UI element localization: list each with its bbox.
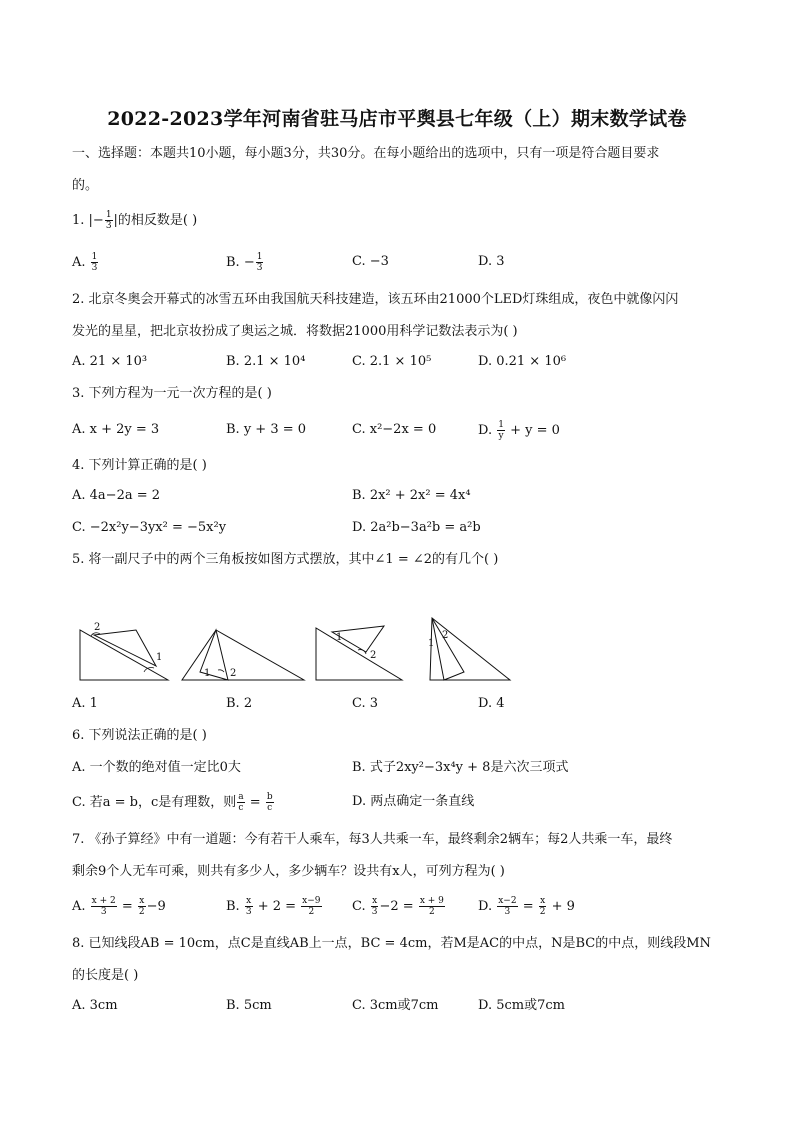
question-3-stem: 3. 下列方程为一元一次方程的是( )	[72, 386, 272, 401]
question-1-stem	[72, 210, 197, 231]
q5-fig-a-label-1: 1	[156, 652, 163, 663]
question-5-stem: 5. 将一副尺子中的两个三角板按如图方式摆放，其中∠1 = ∠2的有几个( )	[72, 552, 499, 567]
q5-figures	[72, 610, 552, 688]
q2-option-b: B. 2.1 × 10⁴	[226, 354, 306, 369]
question-7-line2: 剩余9个人无车可乘，则共有多少人，多少辆车？设共有x人，可列方程为( )	[72, 864, 505, 879]
q3-option-a: A. x + 2y = 3	[72, 422, 160, 437]
question-8-line1: 8. 已知线段AB = 10cm，点C是直线AB上一点，BC = 4cm，若M是AC的中点，N是BC的中点，则线段MN	[72, 936, 711, 951]
q4-option-d: D. 2a²b−3a²b = a²b	[352, 520, 481, 535]
q8-option-a: A. 3cm	[72, 998, 118, 1013]
q5-fig-d-label-2: 2	[442, 630, 449, 641]
q5-fig-d-label-1: 1	[428, 638, 435, 649]
q8-option-b: B. 5cm	[226, 998, 272, 1013]
q2-option-c: C. 2.1 × 10⁵	[352, 354, 432, 369]
question-8-line2: 的长度是( )	[72, 968, 139, 983]
q7-option-a: A. $\frac{x + 2}{3}$ = $\frac{x}{2}$ −9	[72, 896, 166, 917]
q5-fig-c-label-1: 1	[336, 632, 343, 643]
q1-option-c: C. −3	[352, 254, 389, 269]
q3-option-b: B. y + 3 = 0	[226, 422, 307, 437]
q1-suffix: |的相反数是( )	[113, 213, 198, 228]
question-7-line1: 7. 《孙子算经》中有一道题：今有若干人乘车，每3人共乘一车，最终剩余2辆车；每2人共乘一车，最终	[72, 832, 673, 847]
q7-option-d: D. $\frac{x-2}{3}$ = $\frac{x}{2}$ + 9	[478, 896, 575, 917]
question-4-stem: 4. 下列计算正确的是( )	[72, 458, 207, 473]
q3-option-d: D. $\frac{1}{y}$ + y = 0	[478, 420, 560, 441]
q1-option-d: D. 3	[478, 254, 505, 269]
q5-figure-d	[428, 618, 510, 680]
q4-option-a: A. 4a−2a = 2	[72, 488, 161, 503]
q7-option-b: B. $\frac{x}{3}$ + 2 = $\frac{x-9}{2}$	[226, 896, 321, 917]
q6-option-b: B. 式子2xy²−3x⁴y + 8是六次三项式	[352, 760, 569, 775]
question-2-line1: 2. 北京冬奥会开幕式的冰雪五环由我国航天科技建造，该五环由21000个LED灯珠组成，夜色中就像闪闪	[72, 292, 679, 307]
q6-option-a: A. 一个数的绝对值一定比0大	[72, 760, 241, 775]
q5-figure-a	[80, 622, 168, 680]
q6-option-d: D. 两点确定一条直线	[352, 794, 475, 809]
q7-option-c: C. $\frac{x}{3}$ −2 = $\frac{x + 9}{2}$	[352, 896, 444, 917]
q5-option-d: D. 4	[478, 696, 505, 711]
q1-option-b: B. − $\frac{1}{3}$	[226, 252, 263, 273]
page-title: 2022-2023学年河南省驻马店市平舆县七年级（上）期末数学试卷	[107, 108, 687, 130]
q5-option-b: B. 2	[226, 696, 253, 711]
q5-fig-b-label-2: 2	[230, 668, 237, 679]
q2-option-d: D. 0.21 × 10⁶	[478, 354, 567, 369]
q4-option-b: B. 2x² + 2x² = 4x⁴	[352, 488, 471, 503]
q5-fig-c-label-2: 2	[370, 650, 377, 661]
q1-fraction: $\frac{1}{3}$	[105, 210, 112, 231]
q1-prefix: 1. |−	[72, 213, 104, 228]
q5-option-c: C. 3	[352, 696, 379, 711]
q1-option-a: A. $\frac{1}{3}$	[72, 252, 98, 273]
section-instructions-line2: 的。	[72, 178, 99, 193]
q6-option-c: C. 若a = b，c是有理数，则 $\frac{a}{c}$ = $\frac{b}{c}$	[72, 792, 273, 813]
q3-option-c: C. x²−2x = 0	[352, 422, 437, 437]
question-6-stem: 6. 下列说法正确的是( )	[72, 728, 207, 743]
q5-option-a: A. 1	[72, 696, 98, 711]
q5-figure-b	[182, 630, 304, 680]
q5-fig-a-label-2: 2	[94, 622, 101, 633]
q5-fig-b-label-1: 1	[204, 668, 211, 679]
q2-option-a: A. 21 × 10³	[72, 354, 148, 369]
q8-option-c: C. 3cm或7cm	[352, 998, 439, 1013]
q4-option-c: C. −2x²y−3yx² = −5x²y	[72, 520, 227, 535]
question-2-line2: 发光的星星，把北京妆扮成了奥运之城．将数据21000用科学记数法表示为( )	[72, 324, 518, 339]
section-instructions-line1: 一、选择题：本题共10小题，每小题3分，共30分。在每小题给出的选项中，只有一项是符合题目要求	[72, 146, 660, 161]
q5-figure-c	[316, 626, 402, 680]
q8-option-d: D. 5cm或7cm	[478, 998, 565, 1013]
